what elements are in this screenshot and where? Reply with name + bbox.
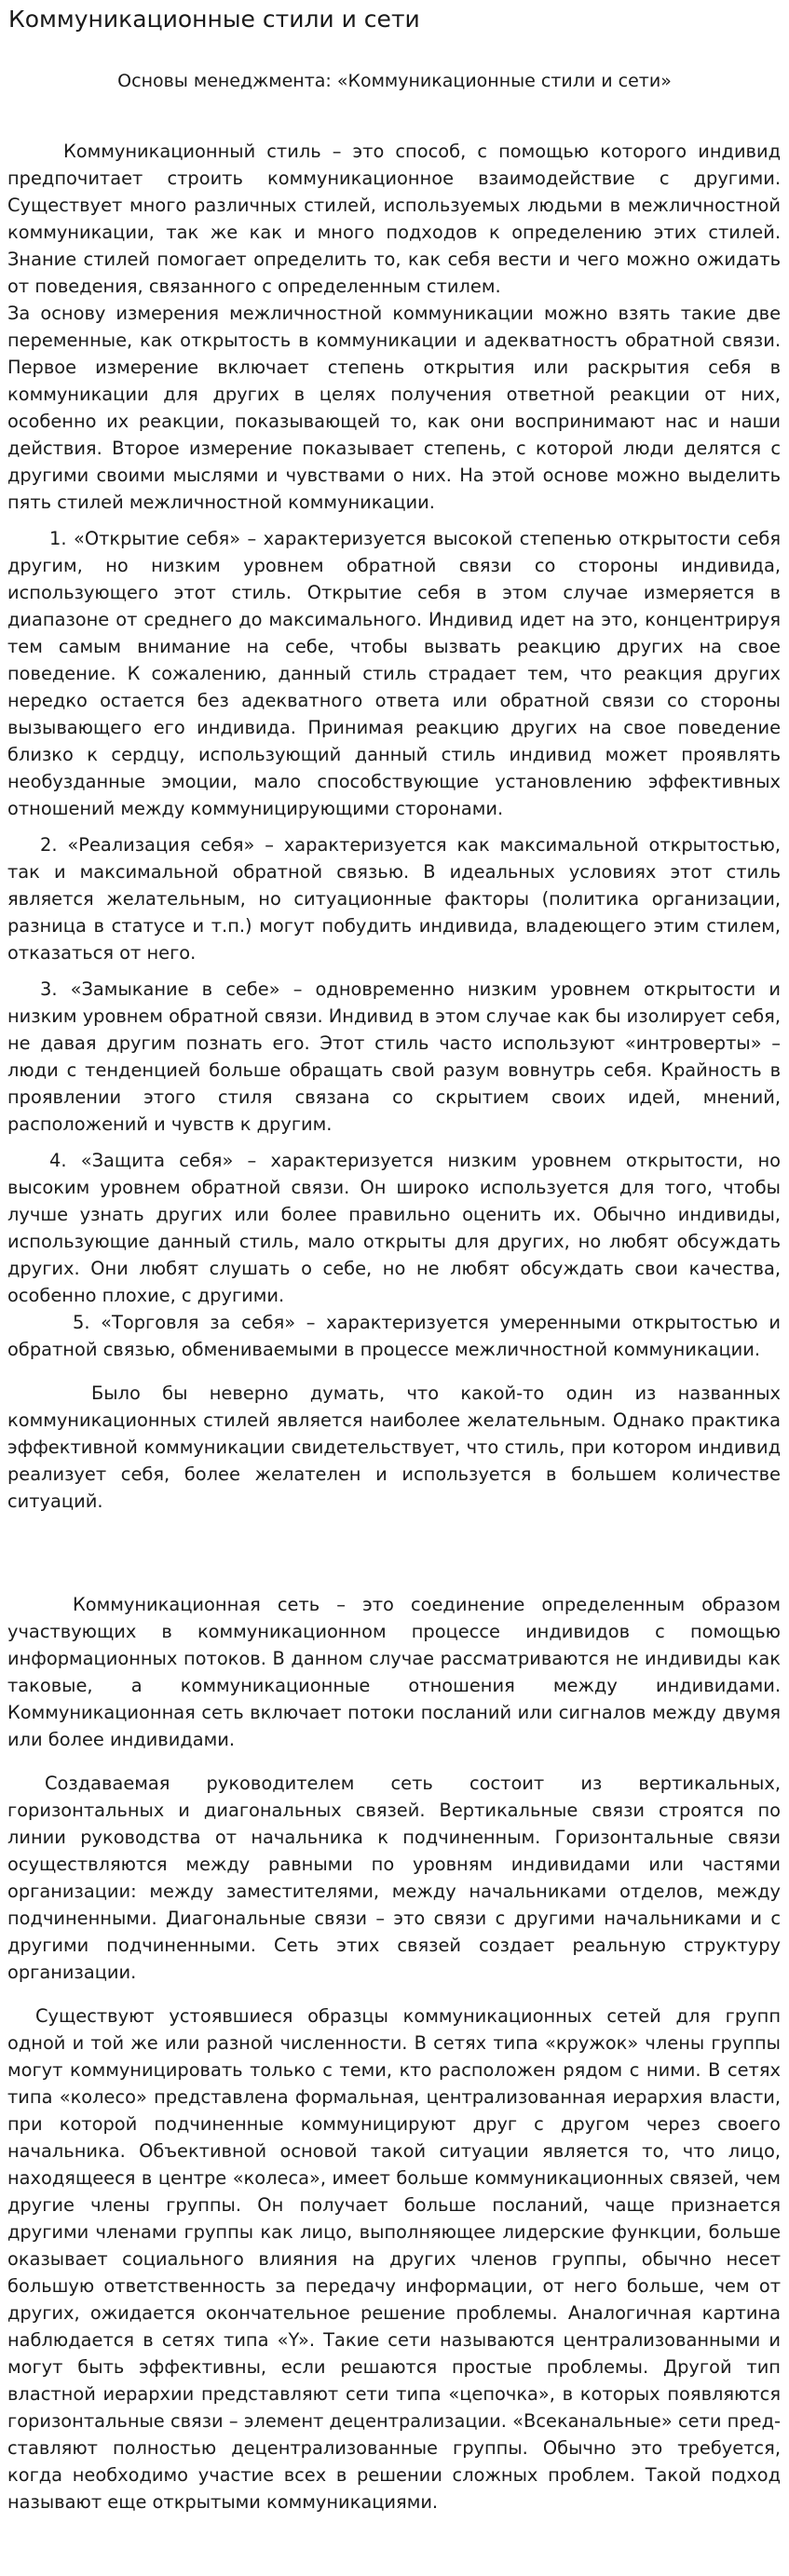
article-body	[7, 138, 781, 2515]
paragraph-style-5: 5. «Торговля за себя» – характеризуется умеренными открытостью и обратной связью, обмениваемыми в процессе межличностной коммуникации.	[7, 1312, 781, 1360]
paragraph-style-4: 4. «Защита себя» – характеризуется низким уровнем открытости, но высоким уровнем обратной связи. Он широко используется для того, чтобы лучше узнать других или более правильно оценить их. Обычно индивиды, использующие данный стиль, мало открыты для других, но любят обсуждать других. Они любят слушать о себе, но не любят обсуждать свои качества, особенно плохие, с другими.	[7, 1150, 781, 1306]
page-subtitle: Основы менеджмента: «Коммуникационные стили и сети»	[117, 71, 672, 91]
paragraph-style-conclusion: Было бы неверно думать, что какой-то один из названных коммуникационных стилей является наиболее желательным. Однако практика эффективной коммуникации свидетельствует, что стиль, при котором индивид реализует себя, более желателен и используется в большем количестве ситуаций.	[7, 1382, 781, 1512]
paragraph-style-definition: Коммуникационный стиль – это способ, с помощью которого индивид предпочитает строить коммуникационное взаимодействие с другими. Существует много различных стилей, используемых людьми в межличностной коммуникации, так же как и много подходов к определению этих стилей. Знание стилей помогает определить то, как себя вести и чего можно ожидать от поведения, связанного с определенным стилем.	[7, 141, 781, 297]
paragraph-style-2: 2. «Реализация себя» – характеризуется как максимальной открытостью, так и максимальной обратной связью. В идеальных условиях этот стиль является желательным, но ситуационные факторы (политика организации, разница в статусе и т.п.) могут побудить индивида, владеющего этим стилем, отказаться от него.	[7, 834, 781, 964]
page-title: Коммуникационные стили и сети	[8, 6, 420, 33]
paragraph-network-definition: Коммуникационная сеть – это соединение определенным образом участвующих в коммуникационном процессе индивидов с помощью информационных потоков. В данном случае рассматриваются не индивиды как таковые, а коммуникационные отношения между индивидами. Коммуникационная сеть включает потоки посланий или сигналов между двумя или более индивидами.	[7, 1594, 781, 1750]
paragraph-style-dimensions: За основу измерения межличностной коммуникации можно взять такие две переменные, как открытость в коммуникации и адекватностъ обратной связи. Первое измерение включает степень открытия или раскрытия себя в коммуникации для других в целях получения ответной реакции от них, особенно их реакции, показывающей то, как они воспринимают нас и наши действия. Второе измерение показывает степень, с которой люди делятся с другими своими мыслями и чувствами о них. На этой основе можно выделить пять стилей межличностной коммуникации.	[7, 303, 781, 513]
paragraph-network-patterns: Существуют устоявшиеся образцы коммуникационных сетей для групп одной и той же или разной численности. В сетях типа «кружок» члены группы могут коммуницировать только с теми, кто расположен рядом с ними. В сетях типа «колесо» представлена формальная, централизованная иерархия власти, при которой подчиненные коммуницируют друг с другом через своего начальника. Объективной основой такой ситуации является то, что лицо, находящееся в центре «колеса», имеет больше коммуникационных связей, чем другие члены группы. Он получает больше посланий, чаще признается другими членами группы как лицо, выполняющее лидерские функции, больше оказывает социального влияния на других членов группы, обычно несет большую ответственность за передачу информации, от него больше, чем от других, ожидается окончательное решение проблемы. Аналогичная картина наблюдается в сетях типа «Y». Такие сети называются централизованными и могут быть эффективны, если решаются простые проблемы. Другой тип властной иерархии представляют сети типа «цепочка», в которых появляются горизонтальные связи – элемент децентрализации. «Всеканальные» сети пред-ставляют полностью децентрализованные группы. Обычно это требуется, когда необходимо участие всех в решении сложных проблем. Такой подход называют еще открытыми коммуникациями.	[7, 2005, 781, 2513]
paragraph-style-3: 3. «Замыкание в себе» – одновременно низким уровнем открытости и низким уровнем обратной связи. Индивид в этом случае как бы изолирует себя, не давая другим познать его. Этот стиль часто используют «интроверты» – люди с тенденцией больше обращать свой разум вовнутрь себя. Крайность в проявлении этого стиля связана со скрытием своих идей, мнений, расположений и чувств к другим.	[7, 978, 781, 1135]
paragraph-network-links: Создаваемая руководителем сеть состоит из вертикальных, горизонтальных и диагональных связей. Вертикальные связи строятся по линии руководства от начальника к подчиненным. Горизонтальные связи осуществляются между равными по уровням индивидами или частями организации: между заместителями, между начальниками отделов, между подчиненными. Диагональные связи – это связи с другими начальниками и с другими подчиненными. Сеть этих связей создает реальную структуру организации.	[7, 1773, 781, 1983]
paragraph-style-1: 1. «Открытие себя» – характеризуется высокой степенью открытости себя другим, но низким уровнем обратной связи со стороны индивида, использующего этот стиль. Открытие себя в этом случае измеряется в диапазоне от среднего до максимального. Индивид идет на это, концентрируя тем самым внимание на себе, чтобы вызвать реакцию других на свое поведение. К сожалению, данный стиль страдает тем, что реакция других нередко остается без адекватного ответа или обратной связи со стороны вызывающего его индивида. Принимая реакцию других на свое поведение близко к сердцу, использующий данный стиль индивид может проявлять необузданные эмоции, мало способствующие установлению эффективных отношений между коммуницирующими сторонами.	[7, 528, 781, 819]
